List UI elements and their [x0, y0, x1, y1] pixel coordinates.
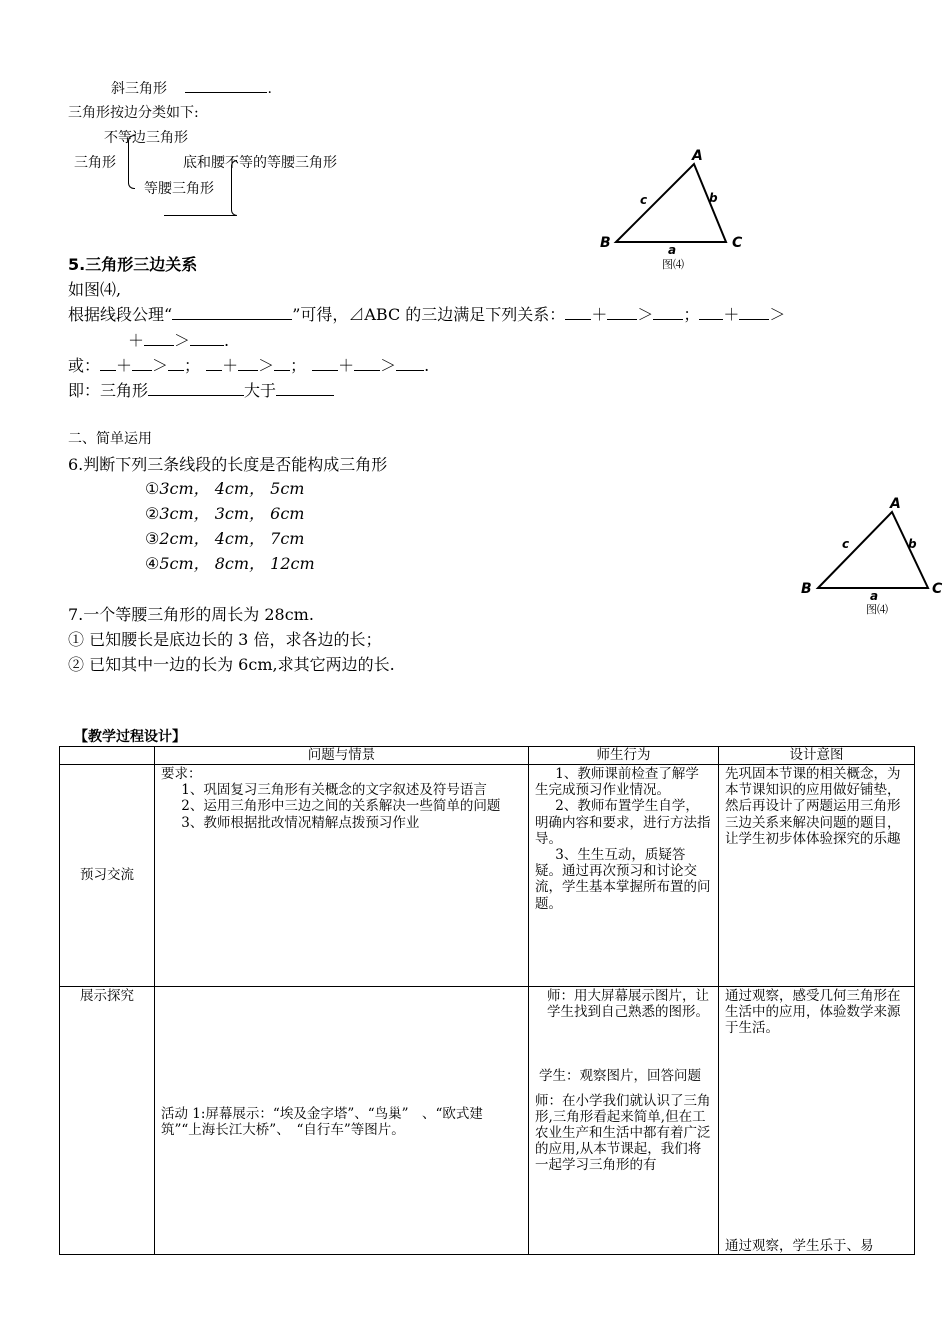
- header-intent: 设计意图: [719, 747, 915, 765]
- triangle-figure-2: [798, 492, 948, 618]
- list-item: ④5cm， 8cm， 12cm: [145, 554, 315, 573]
- activity-text: 活动 1:屏幕展示：“埃及金字塔”、“鸟巢” 、“欧式建筑”“上海长江大桥”、 “自行车”等图片。: [161, 1106, 483, 1139]
- answer-blank: [172, 305, 292, 320]
- process-title: 【教学过程设计】: [74, 729, 186, 745]
- table-row: [60, 765, 915, 987]
- triangle-label: 三角形: [74, 155, 116, 171]
- section5-heading: 5.三角形三边关系: [68, 255, 198, 274]
- or-label: 或：: [68, 356, 101, 375]
- req-title: 要求：: [161, 766, 202, 782]
- that-is-mid: 大于: [244, 381, 277, 400]
- question-7: 7.一个等腰三角形的周长为 28cm.: [68, 605, 314, 624]
- behavior-cell: [529, 987, 719, 1255]
- left-brace: [128, 135, 135, 189]
- act-item: 2、教师布置学生自学，明确内容和要求，进行方法指导。: [535, 798, 711, 847]
- answer-blank: [276, 381, 334, 396]
- student-text: 学生：观察图片，回答问题: [539, 1068, 701, 1085]
- answer-blank: [185, 78, 267, 93]
- list-item: ①3cm， 4cm， 5cm: [145, 479, 305, 498]
- side-b-label: b: [908, 537, 917, 551]
- that-is-line: [68, 378, 334, 401]
- figure-caption: 图⑷: [662, 258, 684, 270]
- header-behavior: 师生行为: [529, 747, 719, 765]
- question-7-part2: ② 已知其中一边的长为 6cm,求其它两边的长.: [68, 655, 395, 674]
- side-b-label: b: [709, 191, 718, 205]
- scalene-label: 不等边三角形: [104, 130, 188, 146]
- stage-cell: 展示探究: [60, 987, 155, 1255]
- problem-cell: [155, 765, 529, 987]
- req-item: 1、巩固复习三角形有关概念的文字叙述及符号语言: [181, 782, 487, 799]
- oblique-label: 斜三角形: [111, 81, 167, 97]
- apply-title: 二、简单运用: [68, 431, 152, 447]
- table-header-row: [60, 747, 915, 765]
- intent-text: 通过观察，感受几何三角形在生活中的应用，体验数学来源于生活。: [725, 988, 901, 1037]
- isosceles-unequal-label: 底和腰不等的等腰三角形: [183, 155, 337, 171]
- vertex-c-label: C: [732, 235, 743, 251]
- teacher-text: 师：用大屏幕展示图片，让学生找到自己熟悉的图形。: [547, 988, 709, 1021]
- vertex-a-label: A: [692, 148, 703, 164]
- figure-caption: 图⑷: [866, 603, 888, 616]
- req-item: 2、运用三角形中三边之间的关系解决一些简单的问题: [181, 798, 501, 815]
- act-item: 3、生生互动，质疑答疑。通过再次预习和讨论交流，学生基本掌握所布置的问题。: [535, 846, 711, 912]
- stage-cell: 预习交流: [60, 765, 155, 987]
- list-item: ③2cm， 4cm， 7cm: [145, 529, 305, 548]
- axiom-line-cont: ＋ ＞ .: [128, 331, 230, 350]
- answer-blank: [164, 215, 236, 216]
- intent-text: 通过观察，学生乐于、易: [725, 1237, 874, 1254]
- question-6: 6.判断下列三条线段的长度是否能构成三角形: [68, 455, 388, 474]
- inner-brace: [231, 160, 237, 216]
- teacher-text: 师：在小学我们就认识了三角形,三角形看起来简单,但在工农业生产和生活中都有着广泛的应用,从本节课起，我们将一起学习三角形的有: [535, 1092, 711, 1174]
- problem-cell: [155, 987, 529, 1255]
- side-a-label: a: [870, 589, 879, 603]
- vertex-b-label: B: [600, 235, 611, 251]
- or-line: 或： ＋ ＞ ； ＋ ＞ ； ＋ ＞ .: [68, 356, 430, 375]
- vertex-a-label: A: [890, 496, 901, 512]
- axiom-pre: 根据线段公理“: [68, 305, 173, 324]
- act-item: 1、教师课前检查了解学生完成预习作业情况。: [535, 766, 699, 799]
- header-stage: [60, 747, 155, 765]
- see-figure: 如图⑷,: [68, 280, 122, 299]
- req-item: 3、教师根据批改情况精解点拨预习作业: [181, 814, 420, 831]
- header-problem: 问题与情景: [155, 747, 529, 765]
- side-c-label: c: [842, 537, 850, 551]
- question-7-part1: ① 已知腰长是底边长的 3 倍，求各边的长；: [68, 630, 382, 649]
- that-is-pre: 即：三角形: [68, 381, 149, 400]
- behavior-cell: [529, 765, 719, 987]
- vertex-c-label: C: [932, 581, 943, 597]
- isosceles-label: 等腰三角形: [144, 181, 214, 197]
- intent-cell: [719, 987, 915, 1255]
- oblique-triangle-line: 斜三角形 .: [111, 78, 272, 98]
- axiom-line: 根据线段公理“ ”可得，⊿ABC 的三边满足下列关系： ＋ ＞ ； ＋ ＞: [68, 305, 786, 324]
- classify-by-sides: 三角形按边分类如下:: [68, 105, 199, 121]
- list-item: ②3cm， 3cm， 6cm: [145, 504, 305, 523]
- vertex-b-label: B: [801, 581, 812, 597]
- side-a-label: a: [668, 243, 677, 257]
- axiom-post: ”可得，⊿ABC 的三边满足下列关系：: [292, 305, 566, 324]
- triangle-figure: [596, 146, 756, 270]
- side-c-label: c: [640, 193, 648, 207]
- answer-blank: [148, 381, 244, 396]
- table-row: [60, 987, 915, 1255]
- intent-cell: 先巩固本节课的相关概念，为本节课知识的应用做好铺垫，然后再设计了两题运用三角形三边关系来解决问题的题目，让学生初步体体验探究的乐趣: [719, 765, 915, 987]
- process-table: [59, 746, 915, 1255]
